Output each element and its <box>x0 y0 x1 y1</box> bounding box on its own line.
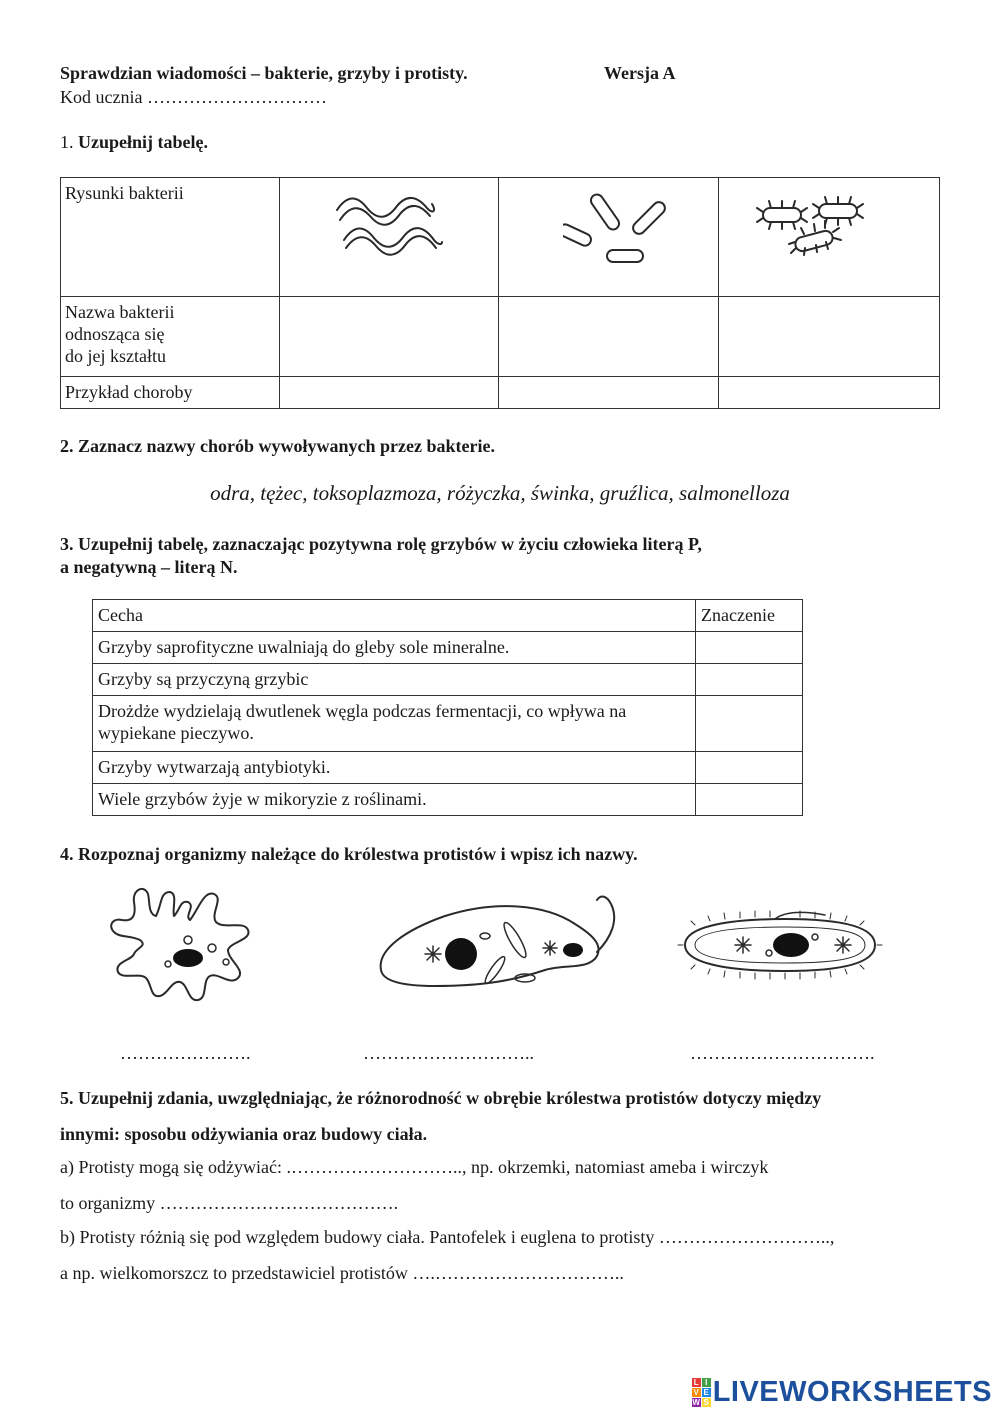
spiral-bacteria-drawing <box>332 190 452 260</box>
task5-instruction-line2: innymi: sposobu odżywiania oraz budowy ciała. <box>60 1124 428 1144</box>
paramecium-drawing <box>675 905 895 985</box>
fungi-row-4: Grzyby wytwarzają antybiotyki. <box>93 752 696 784</box>
page-title: Sprawdzian wiadomości – bakterie, grzyby i protisty. <box>60 63 468 83</box>
disease-example-input-1[interactable] <box>280 377 499 409</box>
task3-instruction-line2: a negatywną – literą N. <box>60 557 238 577</box>
significance-input-2[interactable] <box>696 664 803 696</box>
header-feature: Cecha <box>93 600 696 632</box>
liveworksheets-logo <box>692 1376 992 1409</box>
spiral-bacteria-cell <box>280 178 499 297</box>
task5-instruction-line1: 5. Uzupełnij zdania, uwzględniając, że różnorodność w obrębie królestwa protistów dotyczy między <box>60 1088 822 1108</box>
task1-number: 1. <box>60 132 74 152</box>
task5-sentence-b-line1[interactable]: b) Protisty różnią się pod względem budowy ciała. Pantofelek i euglena to protisty ……………………….., <box>60 1227 835 1247</box>
fungi-table <box>92 599 803 816</box>
fungi-row-3: Drożdże wydzielają dwutlenek węgla podczas fermentacji, co wpływa na wypiekane pieczywo. <box>93 696 696 752</box>
disease-example-input-3[interactable] <box>718 377 939 409</box>
significance-input-5[interactable] <box>696 784 803 816</box>
significance-input-4[interactable] <box>696 752 803 784</box>
significance-input-3[interactable] <box>696 696 803 752</box>
flagellated-bacteria-cell <box>718 178 939 297</box>
disease-list[interactable]: odra, tężec, toksoplazmoza, różyczka, świnka, gruźlica, salmonelloza <box>210 481 790 505</box>
disease-example-label: Przykład choroby <box>61 377 280 409</box>
disease-example-input-2[interactable] <box>499 377 718 409</box>
euglena-drawing <box>375 890 625 1000</box>
fungi-row-1: Grzyby saprofityczne uwalniają do gleby sole mineralne. <box>93 632 696 664</box>
logo-mark-icon: L I V E W S <box>692 1378 709 1407</box>
header-significance: Znaczenie <box>696 600 803 632</box>
euglena-answer-field[interactable]: ……………………….. <box>363 1043 534 1063</box>
logo-text: LIVEWORKSHEETS <box>712 1376 992 1408</box>
task5-sentence-b-line2[interactable]: a np. wielkomorszcz to przedstawiciel protistów ….………………………….. <box>60 1263 624 1283</box>
bacteria-drawings-label: Rysunki bakterii <box>61 178 280 297</box>
task2-instruction: 2. Zaznacz nazwy chorób wywoływanych przez bakterie. <box>60 436 495 456</box>
bacteria-name-input-3[interactable] <box>718 297 939 377</box>
task1-heading <box>60 131 208 153</box>
significance-input-1[interactable] <box>696 632 803 664</box>
task1-instruction: Uzupełnij tabelę. <box>78 132 208 152</box>
student-code-field[interactable]: Kod ucznia ………………………… <box>60 87 327 107</box>
fungi-row-5: Wiele grzybów żyje w mikoryzie z roślinami. <box>93 784 696 816</box>
bacteria-name-input-1[interactable] <box>280 297 499 377</box>
fungi-row-2: Grzyby są przyczyną grzybic <box>93 664 696 696</box>
bacteria-name-input-2[interactable] <box>499 297 718 377</box>
version-label: Wersja A <box>604 63 676 83</box>
bacteria-name-label: Nazwa bakterii odnosząca się do jej kształtu <box>61 297 280 377</box>
rod-bacteria-drawing <box>563 188 683 268</box>
amoeba-drawing <box>100 880 260 1010</box>
task4-instruction: 4. Rozpoznaj organizmy należące do królestwa protistów i wpisz ich nazwy. <box>60 844 638 864</box>
paramecium-answer-field[interactable]: …………………………. <box>690 1043 875 1063</box>
rod-bacteria-cell <box>499 178 718 297</box>
flagellated-rod-bacteria-drawing <box>755 190 885 265</box>
task3-instruction-line1: 3. Uzupełnij tabelę, zaznaczając pozytywna rolę grzybów w życiu człowieka literą P, <box>60 534 702 554</box>
task5-sentence-a-line1[interactable]: a) Protisty mogą się odżywiać: .……………………….., np. okrzemki, natomiast ameba i wirczyk <box>60 1157 769 1177</box>
bacteria-table <box>60 177 940 409</box>
task5-sentence-a-line2[interactable]: to organizmy …………………………………. <box>60 1193 399 1213</box>
amoeba-answer-field[interactable]: …………………. <box>120 1043 251 1063</box>
